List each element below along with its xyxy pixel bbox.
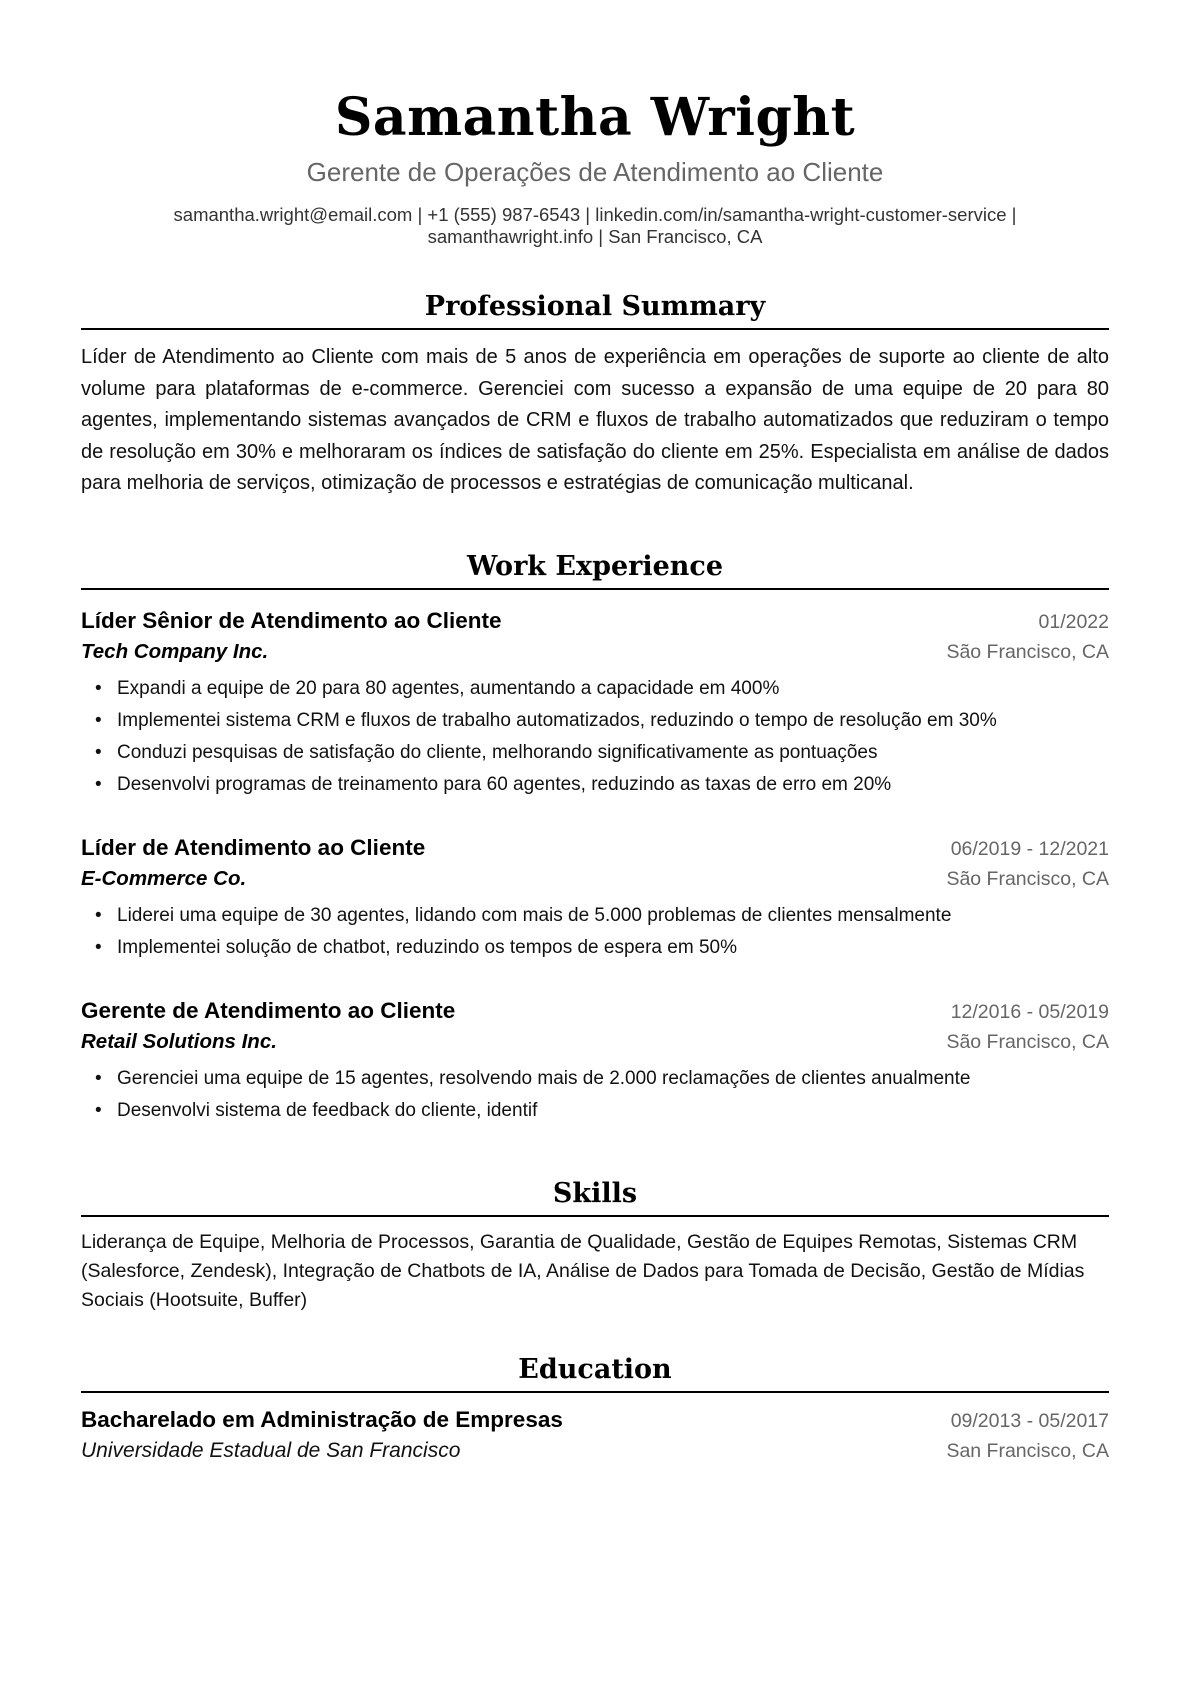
job-title: Líder Sênior de Atendimento ao Cliente (81, 607, 502, 633)
job-bullet: • Liderei uma equipe de 30 agentes, lidando com mais de 5.000 problemas de clientes mensalmente (81, 900, 1109, 932)
candidate-role: Gerente de Operações de Atendimento ao Cliente (306, 157, 884, 187)
candidate-name: Samantha Wright (334, 87, 856, 148)
education-degree: Bacharelado em Administração de Empresas (81, 1406, 563, 1432)
work-experience-section (81, 550, 1109, 1127)
summary-heading: Professional Summary (81, 290, 1109, 330)
education-location: San Francisco, CA (946, 1439, 1109, 1462)
job-company: Tech Company Inc. (81, 639, 269, 663)
job-entry (81, 606, 1109, 801)
summary-section (81, 290, 1109, 500)
job-bullet: • Implementei sistema CRM e fluxos de trabalho automatizados, reduzindo o tempo de resolução em 30% (81, 705, 1109, 737)
work-experience-heading: Work Experience (81, 550, 1109, 590)
job-bullet: • Expandi a equipe de 20 para 80 agentes, aumentando a capacidade em 400% (81, 673, 1109, 705)
education-section (81, 1353, 1109, 1466)
skills-text: Liderança de Equipe, Melhoria de Processos, Garantia de Qualidade, Gestão de Equipes Remotas, Sistemas CRM (Salesforce, Zendesk), Integração de Chatbots de IA, Análise de Dados para Tomada de Decisão, Gestão de Mídias Sociais (Hootsuite, Buffer) (81, 1230, 1085, 1311)
job-entry (81, 833, 1109, 964)
job-bullet: • Desenvolvi sistema de feedback do cliente, identif (81, 1095, 1109, 1127)
job-bullet: • Conduzi pesquisas de satisfação do cliente, melhorando significativamente as pontuações (81, 737, 1109, 769)
contact-info: samantha.wright@email.com | +1 (555) 987-6543 | linkedin.com/in/samantha-wright-customer-service | samanthawright.info | San Francisco, CA (173, 204, 1017, 247)
job-location: São Francisco, CA (946, 1030, 1109, 1053)
job-title: Líder de Atendimento ao Cliente (81, 834, 426, 860)
job-company: Retail Solutions Inc. (81, 1029, 277, 1053)
education-heading: Education (81, 1353, 1109, 1393)
skills-section (81, 1177, 1109, 1315)
education-entry (81, 1405, 1109, 1466)
education-school: Universidade Estadual de San Francisco (81, 1438, 461, 1462)
job-title: Gerente de Atendimento ao Cliente (81, 997, 456, 1023)
job-entry (81, 996, 1109, 1127)
job-bullets (81, 900, 1109, 964)
job-location: São Francisco, CA (946, 867, 1109, 890)
job-bullets (81, 1063, 1109, 1127)
job-date: 12/2016 - 05/2019 (950, 1000, 1109, 1023)
summary-text: Líder de Atendimento ao Cliente com mais de 5 anos de experiência em operações de suporte ao cliente de alto volume para plataformas de e-commerce. Gerenciei com sucesso a expansão de uma equipe de 20 para 80 agentes, implementando sistemas avançados de CRM e fluxos de trabalho automatizados que reduziram o tempo de resolução em 30% e melhoraram os índices de satisfação do cliente em 25%. Especialista em análise de dados para melhoria de serviços, otimização de processos e estratégias de comunicação multicanal. (81, 346, 1109, 494)
job-company: E-Commerce Co. (81, 866, 247, 890)
education-date: 09/2013 - 05/2017 (950, 1409, 1109, 1432)
skills-heading: Skills (81, 1177, 1109, 1217)
resume-page (81, 0, 1109, 1466)
job-bullets (81, 673, 1109, 801)
job-location: São Francisco, CA (946, 640, 1109, 663)
job-bullet: • Desenvolvi programas de treinamento para 60 agentes, reduzindo as taxas de erro em 20% (81, 769, 1109, 801)
job-date: 06/2019 - 12/2021 (950, 837, 1109, 860)
job-date: 01/2022 (1038, 610, 1109, 633)
job-bullet: • Implementei solução de chatbot, reduzindo os tempos de espera em 50% (81, 932, 1109, 964)
job-bullet: • Gerenciei uma equipe de 15 agentes, resolvendo mais de 2.000 reclamações de clientes anualmente (81, 1063, 1109, 1095)
resume-header (81, 0, 1109, 248)
